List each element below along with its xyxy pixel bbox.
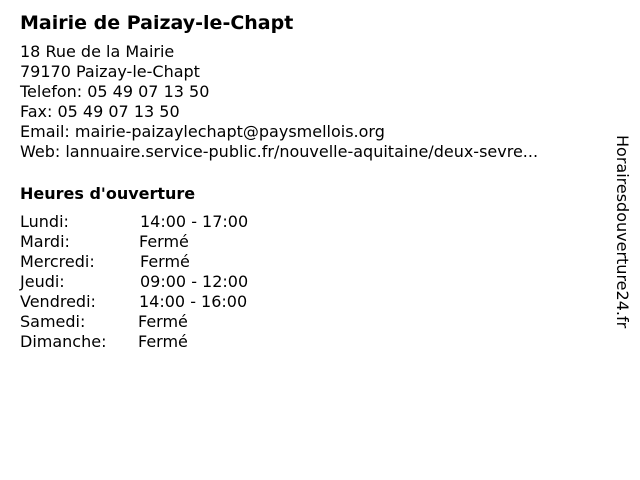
contact-info (20, 42, 538, 162)
day-label: Samedi: (20, 312, 86, 331)
day-label: Mardi: (20, 232, 70, 251)
time-value: 14:00 - 16:00 (139, 292, 248, 311)
website-link: Web: lannuaire.service-public.fr/nouvelle-aquitaine/deux-sevre... (20, 142, 539, 161)
day-label: Lundi: (20, 212, 69, 231)
day-label: Mercredi: (20, 252, 95, 271)
fax-number: Fax: 05 49 07 13 50 (20, 102, 180, 121)
time-value: Fermé (138, 312, 188, 331)
time-value: Fermé (140, 252, 190, 271)
hours-row-jeudi (20, 272, 420, 292)
city-postal: 79170 Paizay-le-Chapt (20, 62, 200, 81)
street-address: 18 Rue de la Mairie (20, 42, 175, 61)
day-label: Dimanche: (20, 332, 107, 351)
time-value: Fermé (138, 332, 188, 351)
hours-row-samedi (20, 312, 420, 332)
opening-hours-heading: Heures d'ouverture (20, 184, 196, 203)
page-title: Mairie de Paizay-le-Chapt (20, 12, 294, 34)
site-watermark: Horairesdouverture24.fr (613, 135, 632, 329)
phone-number: Telefon: 05 49 07 13 50 (20, 82, 210, 101)
time-value: Fermé (139, 232, 189, 251)
hours-row-dimanche (20, 332, 420, 352)
time-value: 14:00 - 17:00 (140, 212, 249, 231)
day-label: Vendredi: (20, 292, 96, 311)
email-address: Email: mairie-paizaylechapt@paysmellois.org (20, 122, 385, 141)
hours-row-lundi (20, 212, 420, 232)
hours-row-mardi (20, 232, 420, 252)
time-value: 09:00 - 12:00 (140, 272, 249, 291)
hours-row-vendredi (20, 292, 420, 312)
hours-row-mercredi (20, 252, 420, 272)
day-label: Jeudi: (20, 272, 65, 291)
opening-hours-table (20, 212, 420, 352)
